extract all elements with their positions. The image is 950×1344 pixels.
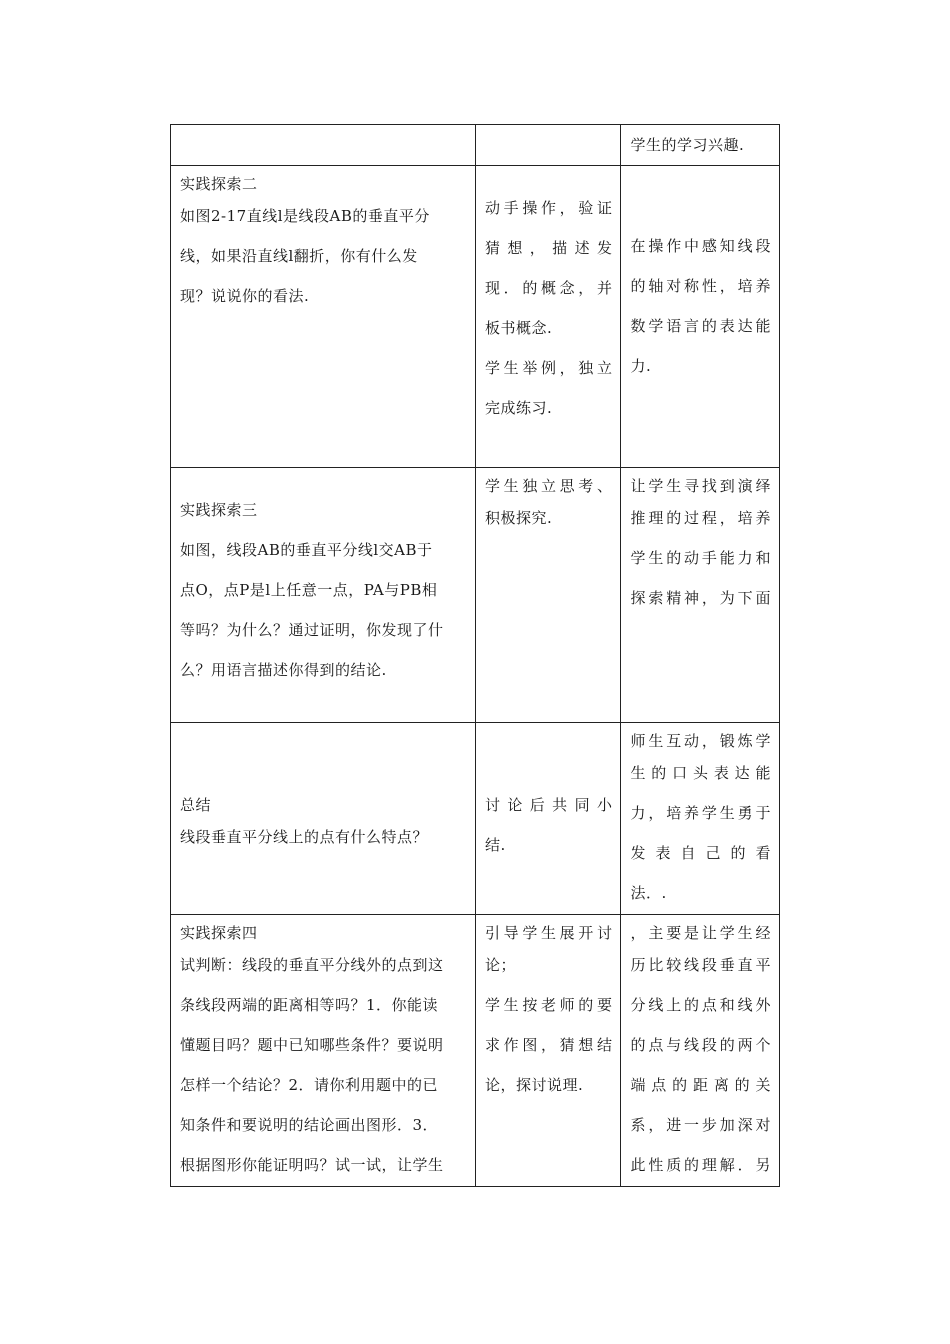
student-line: 学生按老师的要 [485,996,613,1014]
content-line: 试判断：线段的垂直平分线外的点到这 [180,956,444,974]
content-line: 怎样一个结论？2．请你利用题中的已 [180,1076,439,1094]
intent-line: 学生的学习兴趣. [630,136,745,154]
content-line: 点O，点P是l上任意一点，PA与PB相 [180,581,438,599]
content-line: 线，如果沿直线l翻折，你有什么发 [180,247,418,265]
student-line: 求作图，猜想结 [485,1036,613,1054]
design-intent-cell [621,723,780,915]
student-activity-cell [476,125,621,166]
student-line: 现．的概念，并 [485,279,613,297]
table-row [171,468,780,723]
content-cell [171,166,476,468]
content-line: 如图，线段AB的垂直平分线l交AB于 [180,541,433,559]
design-intent-cell [621,166,780,468]
student-line: 论； [485,956,517,974]
student-line: 引导学生展开讨 [485,924,613,942]
student-activity-cell [476,915,621,1187]
content-line: 么？用语言描述你得到的结论. [180,661,387,679]
content-line: 线段垂直平分线上的点有什么特点？ [180,828,429,846]
section-heading: 实践探索二 [180,175,258,193]
content-cell [171,723,476,915]
intent-line: 力，培养学生勇于 [630,804,771,822]
intent-line: 分线上的点和线外 [630,996,771,1014]
intent-line: 的点与线段的两个 [630,1036,771,1054]
table-row [171,166,780,468]
design-intent-cell [621,915,780,1187]
section-heading: 实践探索三 [180,501,258,519]
intent-line: 力. [630,357,652,375]
design-intent-cell [621,468,780,723]
intent-line: 端点的距离的关 [630,1076,771,1094]
content-cell [171,125,476,166]
content-line: 现？说说你的看法. [180,287,310,305]
content-line: 知条件和要说明的结论画出图形．3． [180,1116,439,1134]
table-row [171,125,780,166]
intent-line: 系，进一步加深对 [630,1116,771,1134]
student-line: 积极探究. [485,509,553,527]
student-line: 板书概念. [485,319,553,337]
lesson-plan-table [170,124,780,1187]
intent-line: 数学语言的表达能 [630,317,771,335]
table-row [171,915,780,1187]
content-line: 条线段两端的距离相等吗？1．你能读 [180,996,439,1014]
content-cell [171,468,476,723]
student-activity-cell [476,166,621,468]
intent-line: 推理的过程，培养 [630,509,771,527]
student-line: 讨论后共同小 [485,796,613,814]
content-cell [171,915,476,1187]
intent-line: 在操作中感知线段 [630,237,771,255]
section-heading: 实践探索四 [180,924,258,942]
intent-line: 探索精神，为下面 [630,589,771,607]
student-line: 学生举例，独立 [485,359,613,377]
content-line: 根据图形你能证明吗？试一试，让学生 [180,1156,444,1174]
intent-line: ，主要是让学生经 [630,924,771,942]
student-activity-cell [476,468,621,723]
intent-line: 法．. [630,884,667,902]
student-activity-cell [476,723,621,915]
student-line: 结. [485,836,506,854]
intent-line: 此性质的理解．另 [630,1156,771,1174]
content-line: 等吗？为什么？通过证明，你发现了什 [180,621,444,639]
intent-line: 学生的动手能力和 [630,549,771,567]
student-line: 完成练习. [485,399,553,417]
intent-line: 发表自己的看 [630,844,771,862]
content-line: 如图2-17直线l是线段AB的垂直平分 [180,207,430,225]
intent-line: 让学生寻找到演绎 [630,477,771,495]
student-line: 动手操作，验证 [485,199,613,217]
student-line: 猜想，描述发 [485,239,613,257]
table-row [171,723,780,915]
intent-line: 历比较线段垂直平 [630,956,771,974]
content-line: 懂题目吗？题中已知哪些条件？要说明 [180,1036,444,1054]
section-heading: 总结 [180,796,212,814]
student-line: 学生独立思考、 [485,477,613,495]
intent-line: 的轴对称性，培养 [630,277,771,295]
intent-line: 生的口头表达能 [630,764,771,782]
intent-line: 师生互动，锻炼学 [630,732,771,750]
student-line: 论，探讨说理. [485,1076,584,1094]
design-intent-cell [621,125,780,166]
